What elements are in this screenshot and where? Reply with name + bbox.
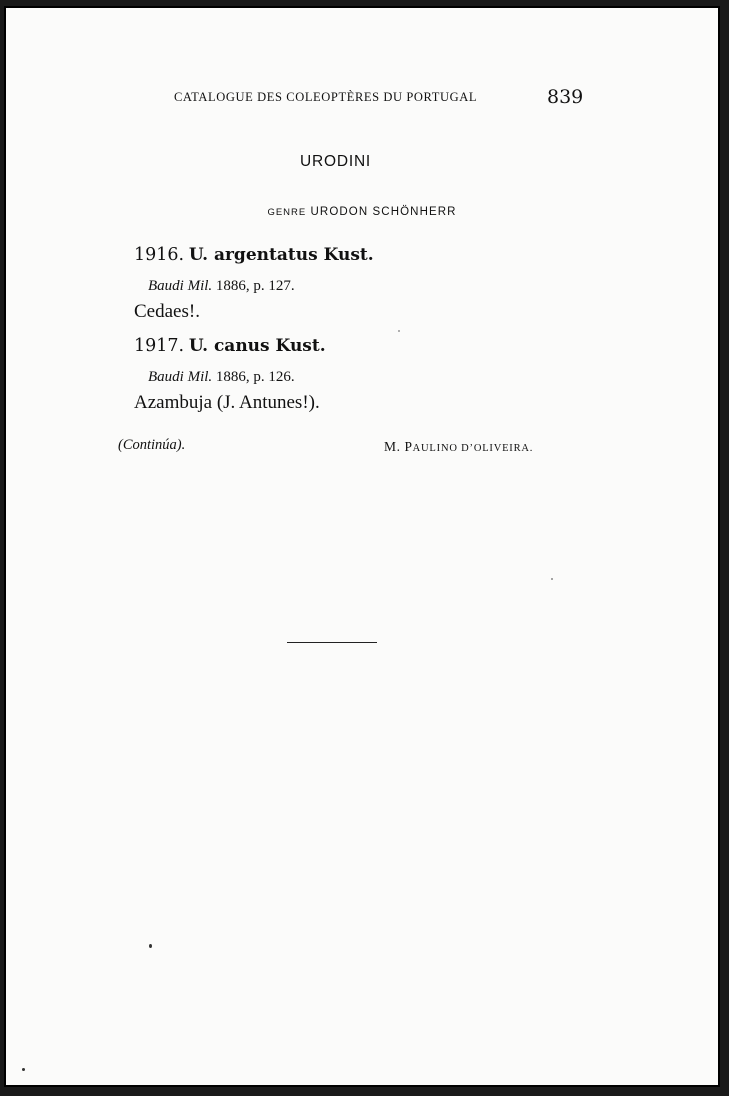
entry-reference xyxy=(148,278,295,295)
reference-source: Baudi Mil. xyxy=(148,369,213,385)
author-name-part: LIVEIRA. xyxy=(482,443,534,454)
author-signature xyxy=(384,439,533,455)
species-name: U. argentatus Kust. xyxy=(188,245,374,265)
scan-speck xyxy=(398,330,400,332)
entry-number: 1916. xyxy=(134,245,185,265)
continued-note: (Continúa). xyxy=(118,437,186,453)
genus-prefix: GENRE xyxy=(267,207,307,218)
scan-speck xyxy=(22,1068,25,1071)
running-head: CATALOGUE DES COLEOPTÈRES DU PORTUGAL xyxy=(174,90,478,104)
end-rule xyxy=(287,642,377,643)
author-initial: M. P xyxy=(384,439,413,454)
entry-locality: Azambuja (J. Antunes!). xyxy=(134,392,320,413)
entry-locality: Cedaes!. xyxy=(134,301,200,322)
genus-name: URODON SCHÖNHERR xyxy=(310,206,457,218)
author-name-part: AULINO D’O xyxy=(412,443,483,454)
species-name: U. canus Kust. xyxy=(188,336,326,356)
reference-source: Baudi Mil. xyxy=(148,278,213,294)
document-page xyxy=(4,6,720,1087)
section-title: URODINI xyxy=(300,153,372,170)
genus-title xyxy=(6,206,718,218)
species-entry-1917 xyxy=(134,335,326,357)
entry-reference xyxy=(148,369,295,386)
scan-speck xyxy=(551,578,553,580)
page-number: 839 xyxy=(547,86,584,108)
species-entry-1916 xyxy=(134,244,374,266)
reference-detail: 1886, p. 127. xyxy=(215,278,295,294)
scan-speck xyxy=(149,944,152,948)
reference-detail: 1886, p. 126. xyxy=(215,369,295,385)
entry-number: 1917. xyxy=(134,336,185,356)
